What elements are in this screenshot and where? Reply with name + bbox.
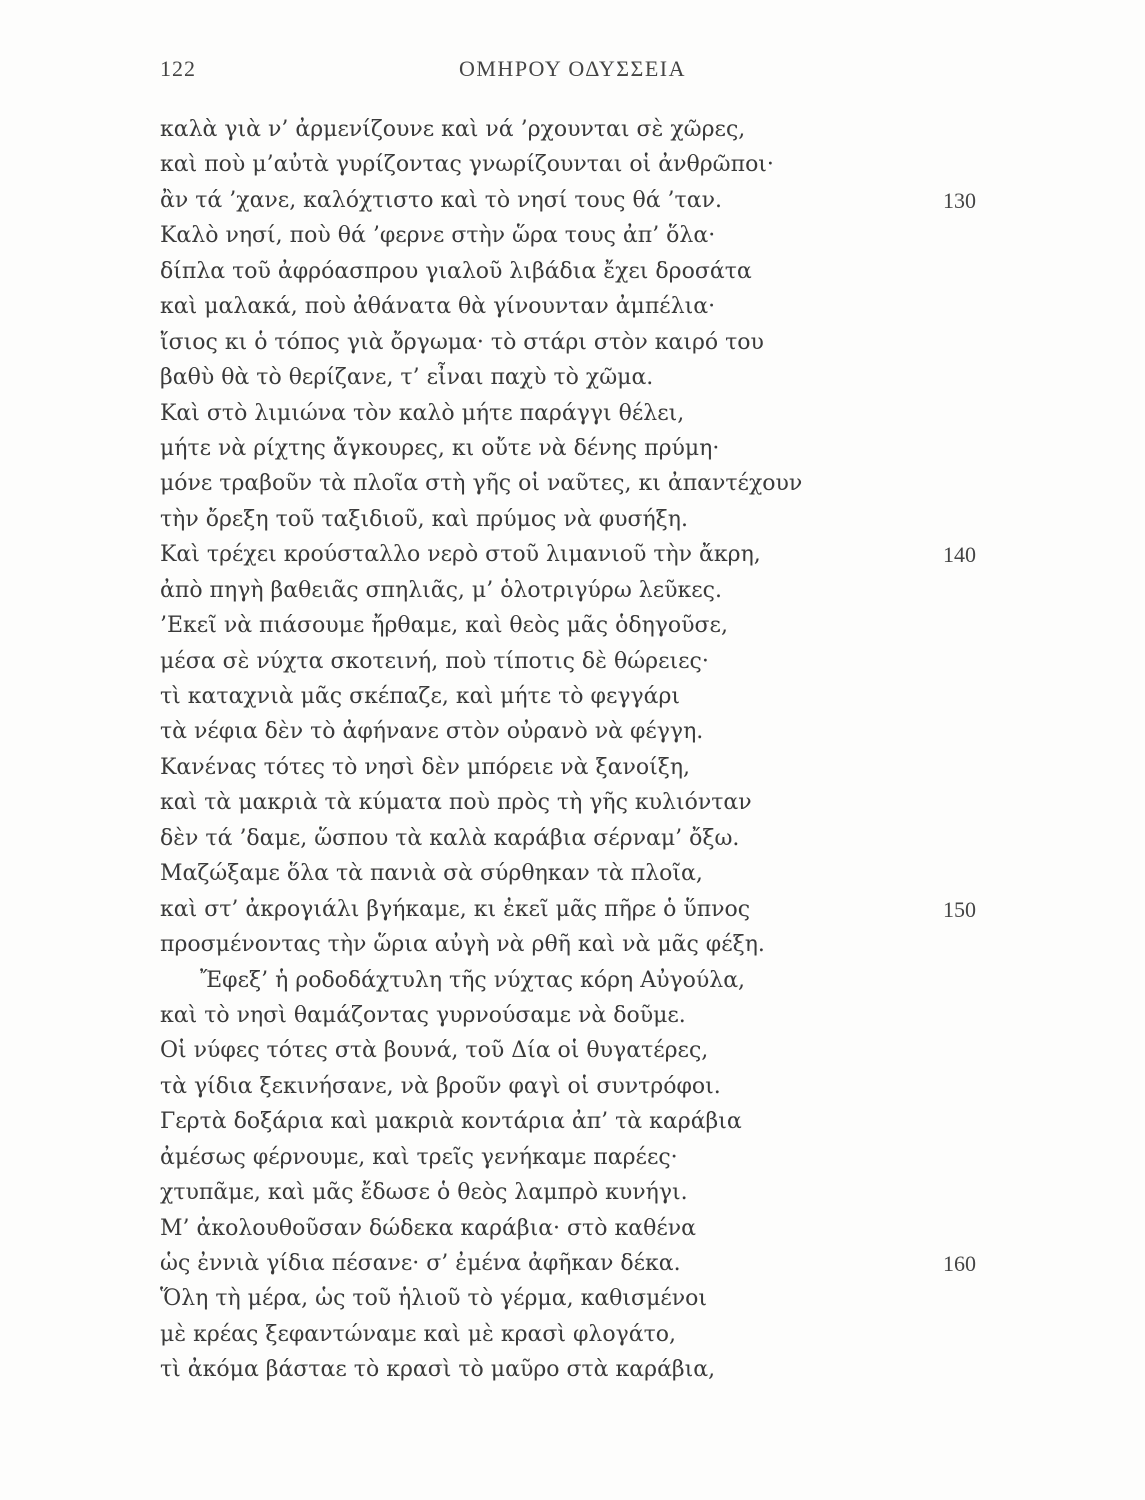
verse-text: ὡς ἐννιὰ γίδια πέσανε· σ’ ἐμένα ἀφῆκαν δέκα. bbox=[160, 1251, 681, 1276]
line-number: 130 bbox=[943, 187, 976, 213]
verse-text: χτυπᾶμε, καὶ μᾶς ἔδωσε ὁ θεὸς λαμπρὸ κυνήγι. bbox=[160, 1180, 688, 1206]
verse-line bbox=[160, 1140, 980, 1175]
verse-text: καὶ μαλακά, ποὺ ἀθάνατα θὰ γίνουνταν ἀμπέλια· bbox=[160, 294, 716, 320]
verse-line bbox=[160, 714, 980, 749]
running-title: ΟΜΗΡΟΥ ΟΔΥΣΣΕΙΑ bbox=[458, 56, 687, 81]
verse-text: καὶ ποὺ μ’αὐτὰ γυρίζοντας γνωρίζουνται οἱ ἀνθρῶποι· bbox=[160, 152, 774, 178]
verse-line bbox=[160, 1281, 980, 1316]
verse-text: καὶ στ’ ἀκρογιάλι βγήκαμε, κι ἐκεῖ μᾶς πῆρε ὁ ὕπνος bbox=[160, 896, 751, 922]
verse-text: τὶ καταχνιὰ μᾶς σκέπαζε, καὶ μήτε τὸ φεγγάρι bbox=[160, 684, 681, 709]
verse-text: Μαζώξαμε ὅλα τὰ πανιὰ σὰ σύρθηκαν τὰ πλοῖα, bbox=[160, 861, 703, 887]
verse-line bbox=[160, 537, 980, 572]
verse-line bbox=[160, 325, 980, 360]
verse-line bbox=[160, 1246, 980, 1281]
verse-text: ἀμέσως φέρνουμε, καὶ τρεῖς γενήκαμε παρέες· bbox=[160, 1144, 678, 1170]
verse-line bbox=[160, 856, 980, 891]
verse-text: Καὶ στὸ λιμιώνα τὸν καλὸ μήτε παράγγι θέλει, bbox=[160, 400, 685, 426]
verse-line bbox=[160, 1104, 980, 1139]
verse-text: τὰ γίδια ξεκινήσανε, νὰ βροῦν φαγὶ οἱ συντρόφοι. bbox=[160, 1073, 721, 1099]
verse-line bbox=[160, 750, 980, 785]
verse-block bbox=[160, 112, 980, 1388]
verse-text: ἀπὸ πηγὴ βαθειᾶς σπηλιᾶς, μ’ ὁλοτριγύρω λεῦκες. bbox=[160, 577, 722, 603]
verse-line bbox=[160, 1317, 980, 1352]
verse-line bbox=[160, 1175, 980, 1210]
verse-line bbox=[160, 1069, 980, 1104]
verse-line bbox=[160, 821, 980, 856]
verse-line bbox=[160, 1211, 980, 1246]
verse-line bbox=[160, 608, 980, 643]
verse-line bbox=[160, 147, 980, 182]
verse-line bbox=[160, 112, 980, 147]
verse-text: καλὰ γιὰ ν’ ἀρμενίζουνε καὶ νά ’ρχουνται σὲ χῶρες, bbox=[160, 117, 746, 142]
verse-line bbox=[160, 573, 980, 608]
verse-line bbox=[160, 218, 980, 253]
verse-line bbox=[160, 502, 980, 537]
line-number: 160 bbox=[943, 1251, 976, 1276]
verse-text: βαθὺ θὰ τὸ θερίζανε, τ’ εἶναι παχὺ τὸ χῶμα. bbox=[160, 365, 654, 391]
verse-text: μὲ κρέας ξεφαντώναμε καὶ μὲ κρασὶ φλογάτο, bbox=[160, 1321, 677, 1347]
verse-text: τὶ ἀκόμα βάσταε τὸ κρασὶ τὸ μαῦρο στὰ καράβια, bbox=[160, 1357, 716, 1383]
line-number: 140 bbox=[943, 542, 976, 568]
verse-line bbox=[160, 679, 980, 714]
verse-line bbox=[160, 1352, 980, 1387]
verse-line bbox=[160, 289, 980, 324]
verse-line bbox=[160, 360, 980, 395]
verse-text: Οἱ νύφες τότες στὰ βουνά, τοῦ Δία οἱ θυγατέρες, bbox=[160, 1038, 709, 1064]
verse-text: προσμένοντας τὴν ὥρια αὐγὴ νὰ ρθῆ καὶ νὰ μᾶς φέξη. bbox=[160, 932, 765, 958]
verse-text: ἴσιος κι ὁ τόπος γιὰ ὄργωμα· τὸ στάρι στὸν καιρό του bbox=[160, 329, 764, 355]
verse-text: τὴν ὄρεξη τοῦ ταξιδιοῦ, καὶ πρύμος νὰ φυσήξη. bbox=[160, 506, 688, 532]
verse-text: καὶ τὸ νησὶ θαμάζοντας γυρνούσαμε νὰ δοῦμε. bbox=[160, 1002, 686, 1028]
verse-text: μήτε νὰ ρίχτης ἄγκουρες, κι οὔτε νὰ δένης πρύμη· bbox=[160, 435, 720, 461]
verse-text: Ἔφεξ’ ἡ ροδοδάχτυλη τῆς νύχτας κόρη Αὐγούλα, bbox=[200, 967, 746, 993]
verse-line bbox=[160, 785, 980, 820]
verse-text: Ὅλη τὴ μέρα, ὡς τοῦ ἡλιοῦ τὸ γέρμα, καθισμένοι bbox=[160, 1286, 708, 1312]
verse-line bbox=[160, 396, 980, 431]
verse-text: δὲν τά ’δαμε, ὥσπου τὰ καλὰ καράβια σέρναμ’ ὄξω. bbox=[160, 825, 740, 851]
line-number: 150 bbox=[943, 896, 976, 922]
verse-line bbox=[160, 927, 980, 962]
verse-line bbox=[160, 466, 980, 501]
verse-text: μόνε τραβοῦν τὰ πλοῖα στὴ γῆς οἱ ναῦτες, κι ἀπαντέχουν bbox=[160, 471, 803, 497]
verse-text: Καλὸ νησί, ποὺ θά ’φερνε στὴν ὥρα τους ἀπ’ ὅλα· bbox=[160, 223, 716, 249]
verse-line bbox=[160, 254, 980, 289]
verse-text: ’Εκεῖ νὰ πιάσουμε ἤρθαμε, καὶ θεὸς μᾶς ὁδηγοῦσε, bbox=[160, 613, 728, 639]
verse-line bbox=[160, 998, 980, 1033]
verse-line bbox=[160, 431, 980, 466]
verse-text: Γερτὰ δοξάρια καὶ μακριὰ κοντάρια ἀπ’ τὰ καράβια bbox=[160, 1109, 742, 1135]
verse-text: καὶ τὰ μακριὰ τὰ κύματα ποὺ πρὸς τὴ γῆς κυλιόνταν bbox=[160, 790, 752, 816]
verse-line bbox=[160, 183, 980, 218]
verse-line bbox=[160, 644, 980, 679]
verse-text: τὰ νέφια δὲν τὸ ἀφήνανε στὸν οὐρανὸ νὰ φέγγη. bbox=[160, 719, 704, 745]
verse-text: δίπλα τοῦ ἀφρόασπρου γιαλοῦ λιβάδια ἔχει δροσάτα bbox=[160, 258, 752, 284]
verse-text: Καὶ τρέχει κρούσταλλο νερὸ στοῦ λιμανιοῦ τὴν ἄκρη, bbox=[160, 542, 761, 568]
verse-line bbox=[160, 892, 980, 927]
verse-text: Κανένας τότες τὸ νησὶ δὲν μπόρειε νὰ ξανοίξη, bbox=[160, 754, 691, 780]
page-number: 122 bbox=[160, 56, 196, 81]
verse-line bbox=[160, 1033, 980, 1068]
page-header bbox=[0, 56, 1145, 90]
verse-text: Μ’ ἀκολουθοῦσαν δώδεκα καράβια· στὸ καθένα bbox=[160, 1215, 696, 1241]
verse-line bbox=[160, 963, 980, 998]
verse-text: μέσα σὲ νύχτα σκοτεινή, ποὺ τίποτις δὲ θώρειες· bbox=[160, 648, 709, 674]
verse-text: ἂν τά ’χανε, καλόχτιστο καὶ τὸ νησί τους θά ’ταν. bbox=[160, 187, 722, 213]
